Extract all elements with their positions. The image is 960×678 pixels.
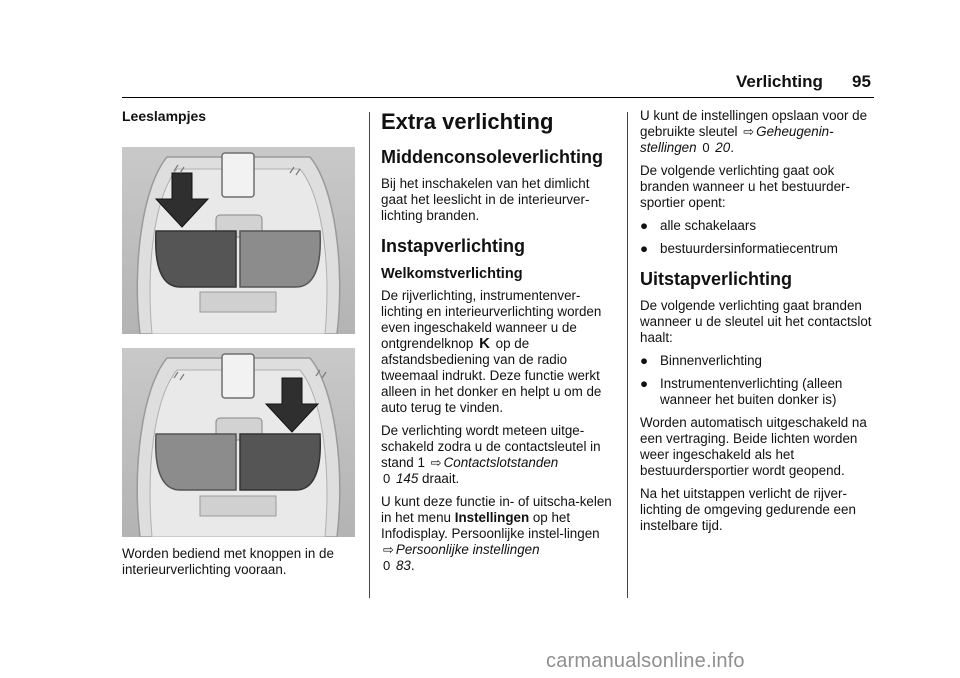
heading-extra-verlichting: Extra verlichting — [381, 109, 554, 134]
list-item — [640, 218, 876, 234]
page-reference-icon: 0 — [383, 471, 391, 486]
paragraph-uitstap: De volgende verlichting gaat branden wanneer u de sleutel uit het contactslot haalt: — [640, 298, 872, 345]
paragraph-verl-b: draait. — [422, 471, 460, 486]
paragraph-automatisch: Worden automatisch uitgeschakeld na een vertraging. Beide lichten worden weer ingeschakeld als het bestuurdersportier wordt geopend. — [640, 415, 867, 478]
heading-welkomstverlichting: Welkomstverlichting — [381, 266, 523, 282]
header-rule — [122, 97, 874, 98]
page-number: 95 — [852, 72, 871, 91]
paragraph-verlichting-uit — [381, 423, 617, 487]
list-item — [640, 376, 876, 408]
paragraph-welkom-b: op de afstandsbediening van de radio tweemaal indrukt. Deze functie werkt alleen in het donker en helpt u om de auto terug te vinden. — [381, 336, 602, 415]
list-item-text: bestuurdersinformatiecentrum — [660, 241, 838, 256]
column-divider-right — [627, 112, 628, 598]
illustration-caption: Worden bediend met knoppen in de interieurverlichting vooraan. — [122, 546, 334, 577]
paragraph-opslaan — [640, 108, 876, 156]
list-item — [640, 353, 876, 369]
reading-lamp-illustration-right — [122, 348, 355, 537]
reference-arrow-icon: ⇨ — [430, 455, 442, 470]
reference-arrow-icon: ⇨ — [743, 124, 755, 139]
paragraph-middenconsole: Bij het inschakelen van het dimlicht gaat het leeslicht in de interieurver-lichting branden. — [381, 176, 590, 223]
link-contactslotstanden[interactable]: Contactslotstanden — [443, 455, 559, 470]
header-title: Verlichting — [736, 72, 823, 91]
paragraph-func-b: op het Infodisplay. Persoonlijke instel-lingen — [381, 510, 600, 541]
paragraph-func-a: U kunt deze functie in- of uitscha-kelen in het menu — [381, 494, 612, 525]
right-column — [640, 108, 876, 541]
left-column — [122, 108, 358, 124]
reading-lamp-illustration-left — [122, 147, 355, 334]
list-item-text: Instrumentenverlichting (alleen wanneer het buiten donker is) — [660, 376, 843, 407]
link-geheugeninstellingen[interactable]: Geheugenin-stellingen — [640, 124, 834, 155]
ref2-end: . — [410, 558, 415, 573]
ref3-end: . — [730, 140, 734, 155]
bullet-icon: ● — [640, 218, 649, 233]
page-reference-icon: 0 — [383, 558, 391, 573]
list-item-text: alle schakelaars — [660, 218, 757, 233]
list-item-text: Binnenverlichting — [660, 353, 762, 368]
page-ref-83[interactable]: 83 — [395, 558, 411, 573]
bullet-icon: ● — [640, 241, 649, 256]
bullet-icon: ● — [640, 353, 649, 368]
paragraph-portier: De volgende verlichting gaat ook branden wanneer u het bestuurder-sportier opent: — [640, 163, 850, 210]
bullet-icon: ● — [640, 376, 649, 391]
paragraph-na-uitstappen: Na het uitstappen verlicht de rijver-lichting de omgeving gedurende een instelbare tijd. — [640, 486, 856, 533]
section-title: Leeslampjes — [122, 108, 207, 124]
list-item — [640, 241, 876, 257]
paragraph-functie — [381, 494, 617, 574]
paragraph-verl-a: De verlichting wordt meteen uitge-schakeld zodra u de contactsleutel in stand 1 — [381, 423, 601, 470]
middle-column — [381, 108, 617, 581]
paragraph-store-a: U kunt de instellingen opslaan voor de gebruikte sleutel — [640, 108, 868, 139]
heading-instapverlichting: Instapverlichting — [381, 236, 526, 256]
paragraph-welkom — [381, 288, 617, 416]
watermark: carmanualsonline.info — [546, 650, 745, 672]
column-divider-left — [369, 112, 370, 598]
heading-uitstapverlichting: Uitstapverlichting — [640, 269, 793, 289]
menu-instellingen: Instellingen — [454, 510, 530, 525]
paragraph-welkom-a: De rijverlichting, instrumentenver-lichting en interieurverlichting worden even ingeschakeld wanneer u de ontgrendelknop — [381, 288, 602, 351]
page-ref-20[interactable]: 20 — [715, 140, 731, 155]
page-reference-icon: 0 — [702, 140, 710, 155]
link-persoonlijke-instellingen[interactable]: Persoonlijke instellingen — [395, 542, 540, 557]
page-ref-145[interactable]: 145 — [395, 471, 419, 486]
unlock-key-icon: K — [479, 335, 490, 352]
reference-arrow-icon: ⇨ — [383, 542, 394, 557]
heading-middenconsoleverlichting: Middenconsoleverlichting — [381, 147, 604, 167]
